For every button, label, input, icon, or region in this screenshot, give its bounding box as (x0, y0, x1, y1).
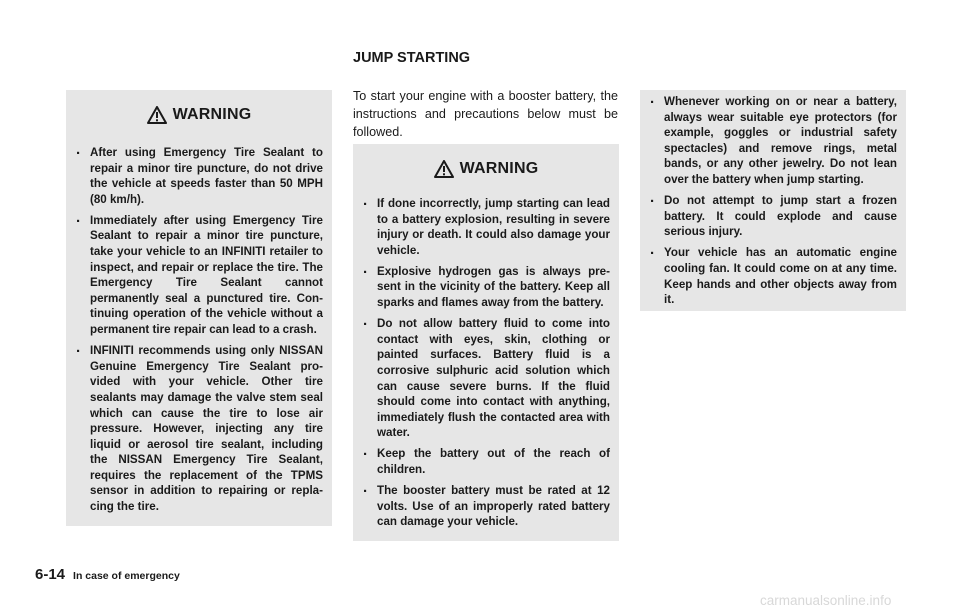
jump-start-warning-continued-box (640, 90, 906, 311)
list-item: . Whenever working on or near a battery, always wear suitable eye protectors (for example, goggles or industrial safety spectacles) and remove rings, metal bands, or any other jewelry. Do not lean over the battery when jump starting. (649, 94, 897, 188)
watermark: carmanualsonline.info (760, 593, 892, 608)
warning-triangle-icon (147, 106, 167, 124)
list-item: . Explosive hydrogen gas is always pre-sent in the vicinity of the battery. Keep all sparks and flames away from the battery. (362, 264, 610, 311)
tire-sealant-warning-box (66, 90, 332, 526)
list-item: . Do not attempt to jump start a frozen battery. It could explode and cause serious injury. (649, 193, 897, 240)
warning-list (640, 94, 906, 308)
chapter-title: In case of emergency (73, 570, 180, 582)
warning-list (353, 196, 619, 530)
intro-paragraph: To start your engine with a booster battery, the instructions and precautions below must be followed. (353, 89, 618, 139)
list-item: . If done incorrectly, jump starting can lead to a battery explosion, resulting in severe injury or death. It could also damage your vehicle. (362, 196, 610, 258)
page-number: 6-14 (35, 566, 66, 583)
list-item: . Do not allow battery fluid to come into contact with eyes, skin, clothing or painted surfaces. Battery fluid is a corrosive sulphuric acid solution which can cause severe burns. If the fluid should come into contact with anything, immediately flush the contacted area with water. (362, 316, 610, 441)
warning-label: WARNING (172, 106, 252, 123)
warning-heading (353, 144, 619, 178)
warning-label: WARNING (459, 160, 539, 177)
warning-list (66, 145, 332, 515)
jump-start-warning-box (353, 144, 619, 541)
warning-heading (66, 90, 332, 124)
warning-triangle-icon (434, 160, 454, 178)
list-item: . After using Emergency Tire Sealant to repair a minor tire puncture, do not drive the vehicle at speeds faster than 50 MPH (80 km/h). (75, 145, 323, 207)
list-item: . Your vehicle has an automatic engine cooling fan. It could come on at any time. Keep hands and other objects away from it. (649, 245, 897, 307)
list-item: . The booster battery must be rated at 12 volts. Use of an improperly rated battery can damage your vehicle. (362, 483, 610, 530)
list-item: . INFINITI recommends using only NISSAN Genuine Emergency Tire Sealant pro-vided with your vehicle. Other tire sealants may damage the valve stem seal which can cause the tire to lose air pressure. However, injecting any tire liquid or aerosol tire sealant, including the NISSAN Emergency Tire Sealant, requires the replacement of the TPMS sensor in addition to repairing or repla-cing the tire. (75, 343, 323, 515)
section-title: JUMP STARTING (353, 50, 471, 66)
page-footer (35, 566, 180, 583)
list-item: . Keep the battery out of the reach of children. (362, 446, 610, 477)
list-item: . Immediately after using Emergency Tire Sealant to repair a minor tire puncture, take your vehicle to an INFINITI retailer to inspect, and repair or replace the tire. The Emergency Tire Sealant cannot permanently seal a punctured tire. Con-tinuing operation of the vehicle without a permanent tire repair can lead to a crash. (75, 213, 323, 338)
